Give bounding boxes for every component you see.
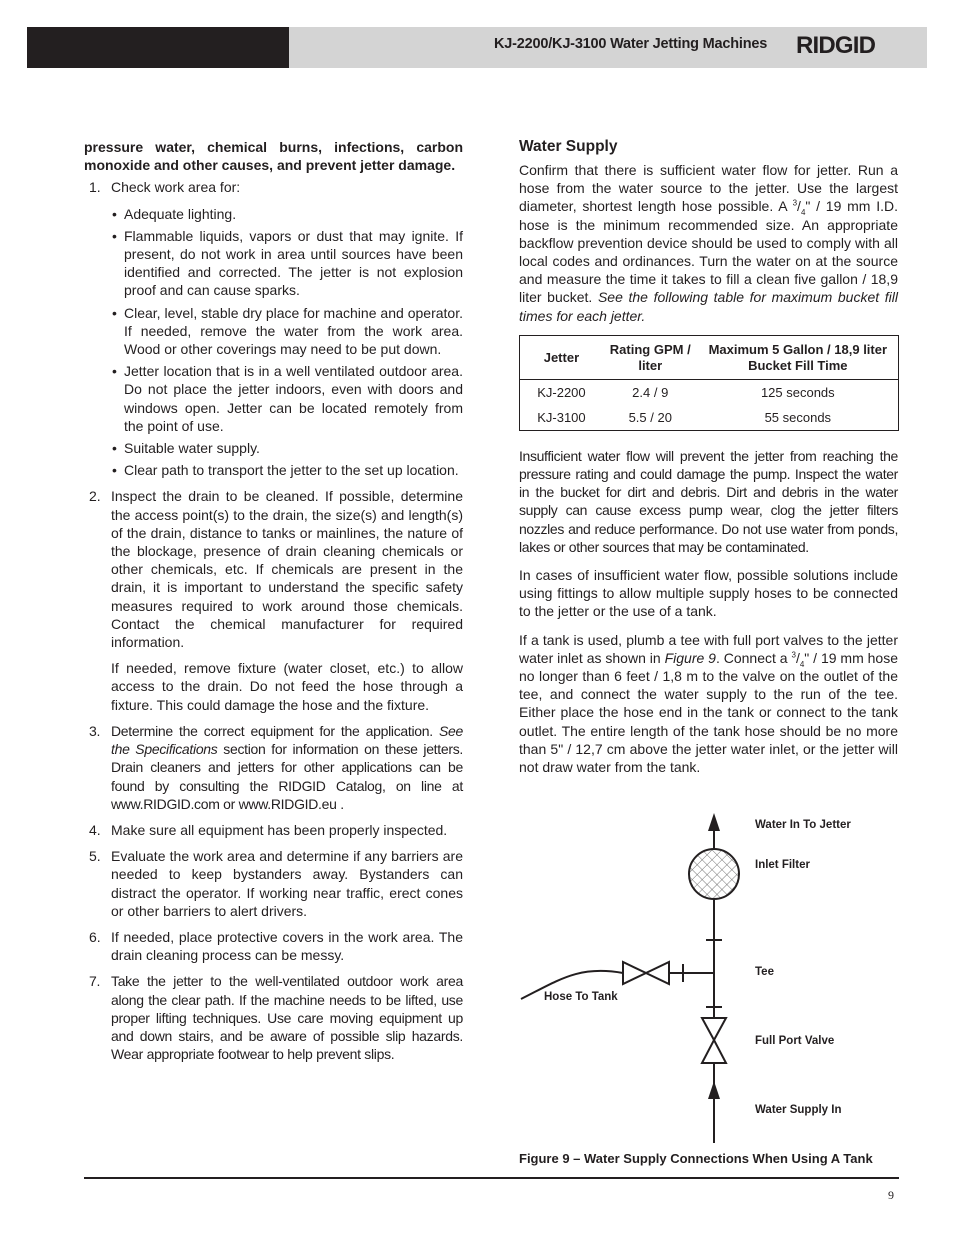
- intro-text: Confirm that there is sufficient water flow for jetter. Run a hose from the water source to the jetter. Use the largest diameter, shortest length hose possible. A: [519, 162, 898, 215]
- figure-caption: Figure 9 – Water Supply Connections When Using A Tank: [519, 1151, 873, 1166]
- step-7: [84, 972, 463, 1063]
- cell-jetter: KJ-3100: [537, 409, 586, 425]
- page-number: 9: [888, 1188, 894, 1202]
- right-column: [519, 138, 898, 786]
- step-number: 6.: [89, 928, 101, 945]
- setup-steps-list: [84, 178, 463, 1063]
- table-reference: See the following table for maximum bucket fill times for each jetter.: [519, 289, 898, 324]
- supply-arrow-icon: [708, 1081, 720, 1099]
- step-number: 7.: [89, 973, 101, 990]
- full-port-valve-top-icon: [702, 1018, 726, 1040]
- step-text-post: section for information on these jetters. Drain cleaners and jetters for other applications can be found by consulting the RIDGID Catalog, on line at www.RIDGID.com or www.RIDGID.eu .: [111, 741, 464, 812]
- step-text: Inspect the drain to be cleaned. If possible, determine the access point(s) to the drain, the size(s) and length(s) of the drain, distance to tanks or mainlines, the nature of the blockage, presence of drain cleaning chemicals or other chemicals, etc. If chemicals are present in the drain, it is important to understand the specific safety measures required to work around those chemicals. Contact the chemical manufacturer for required information.: [111, 488, 463, 651]
- branch-valve-left-icon: [623, 962, 646, 984]
- full-port-valve-bottom-icon: [702, 1040, 726, 1063]
- fraction-numerator: 3: [792, 198, 798, 208]
- branch-valve-right-icon: [646, 962, 669, 984]
- diagram-svg: [519, 805, 899, 1150]
- label-water-in-to-jetter: Water In To Jetter: [755, 819, 851, 831]
- step-5: [84, 847, 463, 920]
- step-2-note: If needed, remove fixture (water closet, etc.) to allow access to the drain. Do not feed the hose through a fixture. This could damage the hose and the fixture.: [111, 660, 463, 713]
- checklist-item: • Adequate lighting.: [111, 205, 463, 223]
- step-1: [84, 178, 463, 479]
- tank-text-pre: If a tank is used, plumb a tee with full port valves to the jetter water inlet as shown in: [519, 631, 898, 666]
- ridgid-logo: [796, 34, 898, 58]
- step-6: [84, 928, 463, 964]
- label-inlet-filter: Inlet Filter: [755, 859, 810, 871]
- step-number: 1.: [89, 179, 101, 196]
- cell-jetter: KJ-2200: [537, 384, 586, 400]
- col-header-rating: Rating GPM / liter: [603, 335, 698, 379]
- table-row: [520, 379, 899, 405]
- warning-lead-text: pressure water, chemical burns, infections, carbon monoxide and other causes, and prevent jetter damage.: [84, 139, 463, 174]
- step-number: 4.: [89, 821, 101, 838]
- specifications-reference: See the Specifications: [111, 722, 463, 758]
- checklist-item: • Jetter location that is in a well ventilated outdoor area. Do not place the jetter indoors, even with doors and windows open. Jetter can be located remotely from the point of use.: [111, 362, 463, 435]
- step-text-pre: Determine the correct equipment for the application.: [111, 722, 433, 739]
- inlet-filter-icon: [689, 849, 739, 899]
- step-text: Evaluate the work area and determine if any barriers are needed to keep bystanders away. Bystanders can distract the operator. If working near traffic, erect cones or other barriers to alert drivers.: [111, 848, 463, 919]
- label-water-supply-in: Water Supply In: [755, 1104, 842, 1116]
- step-2: [84, 487, 463, 713]
- checklist-item: • Suitable water supply.: [111, 439, 463, 457]
- work-area-checklist: [111, 205, 463, 480]
- label-tee: Tee: [755, 966, 774, 978]
- cell-fill-time: 125 seconds: [760, 384, 835, 400]
- ridgid-logo-text: RIDGID: [796, 32, 876, 59]
- step-3: [84, 722, 463, 813]
- label-hose-to-tank: Hose To Tank: [544, 991, 618, 1003]
- tank-text-post: " / 19 mm hose no longer than 6 feet / 1,8 m to the valve on the outlet of the tee, and connect the water supply to the run of the tee. Either place the hose end in the tank or connect to the tank outlet. The entire length of the tank hose should be no more than 5" / 12,7 cm above the jetter water inlet, or the jetter will not draw water from the tank.: [519, 649, 898, 776]
- col-header-jetter: Jetter: [520, 335, 603, 379]
- col-header-fill-time: Maximum 5 Gallon / 18,9 liter Bucket Fill Time: [698, 335, 899, 379]
- cell-rating: 5.5 / 20: [628, 409, 672, 425]
- tank-text-mid: . Connect a: [715, 649, 788, 666]
- fraction-denominator: 4: [799, 659, 805, 669]
- fraction-denominator: 4: [800, 208, 806, 218]
- step-4: [84, 821, 463, 839]
- step-number: 3.: [89, 722, 101, 739]
- figure-reference: Figure 9: [664, 649, 716, 666]
- footer-rule: [84, 1177, 899, 1179]
- cell-fill-time: 55 seconds: [764, 409, 832, 425]
- solutions-paragraph: In cases of insufficient water flow, possible solutions include using fittings to allow multiple supply hoses to be connected to the jetter or the use of a tank.: [519, 567, 898, 620]
- label-full-port-valve: Full Port Valve: [755, 1035, 835, 1047]
- water-supply-intro: Confirm that there is sufficient water flow for jetter. Run a hose from the water source to the jetter. Use the largest diameter, shortest length hose possible. A $^3/_4$" / 19 mm I.D. hose is the minimum recommended size. An appropriate backflow prevention device should be used to comply with all local codes and ordinances. Turn the water on at the source and measure the time it takes to fill a clean five gallon / 18,9 liter bucket. See the following table for maximum bucket fill times for each jetter.: [519, 162, 899, 324]
- step-text: Make sure all equipment has been properly inspected.: [111, 821, 448, 838]
- header-dark-bar: [27, 27, 289, 68]
- water-supply-diagram: [519, 805, 899, 1150]
- step-text: If needed, place protective covers in the work area. The drain cleaning process can be messy.: [111, 928, 463, 964]
- tank-plumbing-paragraph: If a tank is used, plumb a tee with full port valves to the jetter water inlet as shown in Figure 9. Connect a $^3/_4$" / 19 mm hose no longer than 6 feet / 1,8 m to the valve on the outlet of the tee, and connect the water supply to the run of the tee. Either place the hose end in the tank or connect to the tank outlet. The entire length of the tank hose should be no more than 5" / 12,7 cm above the jetter water inlet, or the jetter will not draw water from the tank.: [519, 631, 898, 776]
- table-row: [520, 405, 899, 431]
- document-title: KJ-2200/KJ-3100 Water Jetting Machines: [494, 36, 768, 52]
- step-number: 2.: [89, 488, 101, 505]
- table-header-row: [520, 335, 899, 379]
- checklist-item: • Clear, level, stable dry place for machine and operator. If needed, remove the water from the work area. Wood or other coverings may need to be put down.: [111, 304, 463, 359]
- left-column: [84, 138, 463, 1071]
- water-supply-heading: Water Supply: [519, 138, 618, 155]
- intro-text-cont: " / 19 mm I.D. hose is the minimum recommended size. An appropriate backflow prevention device should be used to comply with all local codes and ordinances. Turn the water on at the source and measure the time it takes to fill a clean five gallon / 18,9 liter bucket.: [519, 198, 899, 306]
- insufficient-flow-paragraph: Insufficient water flow will prevent the jetter from reaching the pressure rating and could damage the pump. Inspect the water in the bucket for dirt and debris. Dirt and debris in the water supply can cause excess pump wear, clog the jetter filters nozzles and reduce performance. Do not use water from ponds, lakes or other sources that may be contaminated.: [519, 447, 898, 555]
- cell-rating: 2.4 / 9: [632, 384, 669, 400]
- step-text: Check work area for:: [111, 179, 241, 196]
- step-text: Take the jetter to the well-ventilated outdoor work area along the clear path. If the machine needs to be lifted, use proper lifting techniques. Use care moving equipment up and down stairs, and be aware of possible slip hazards. Wear appropriate footwear to help prevent slips.: [111, 973, 463, 1063]
- fraction-numerator: 3: [791, 650, 796, 660]
- up-arrow-icon: [708, 813, 720, 831]
- bucket-fill-table: [519, 335, 899, 431]
- checklist-item: • Clear path to transport the jetter to the set up location.: [111, 461, 463, 479]
- checklist-item: • Flammable liquids, vapors or dust that may ignite. If present, do not work in area until sources have been identified and corrected. The jetter is not explosion proof and can cause sparks.: [111, 227, 463, 300]
- step-number: 5.: [89, 848, 101, 865]
